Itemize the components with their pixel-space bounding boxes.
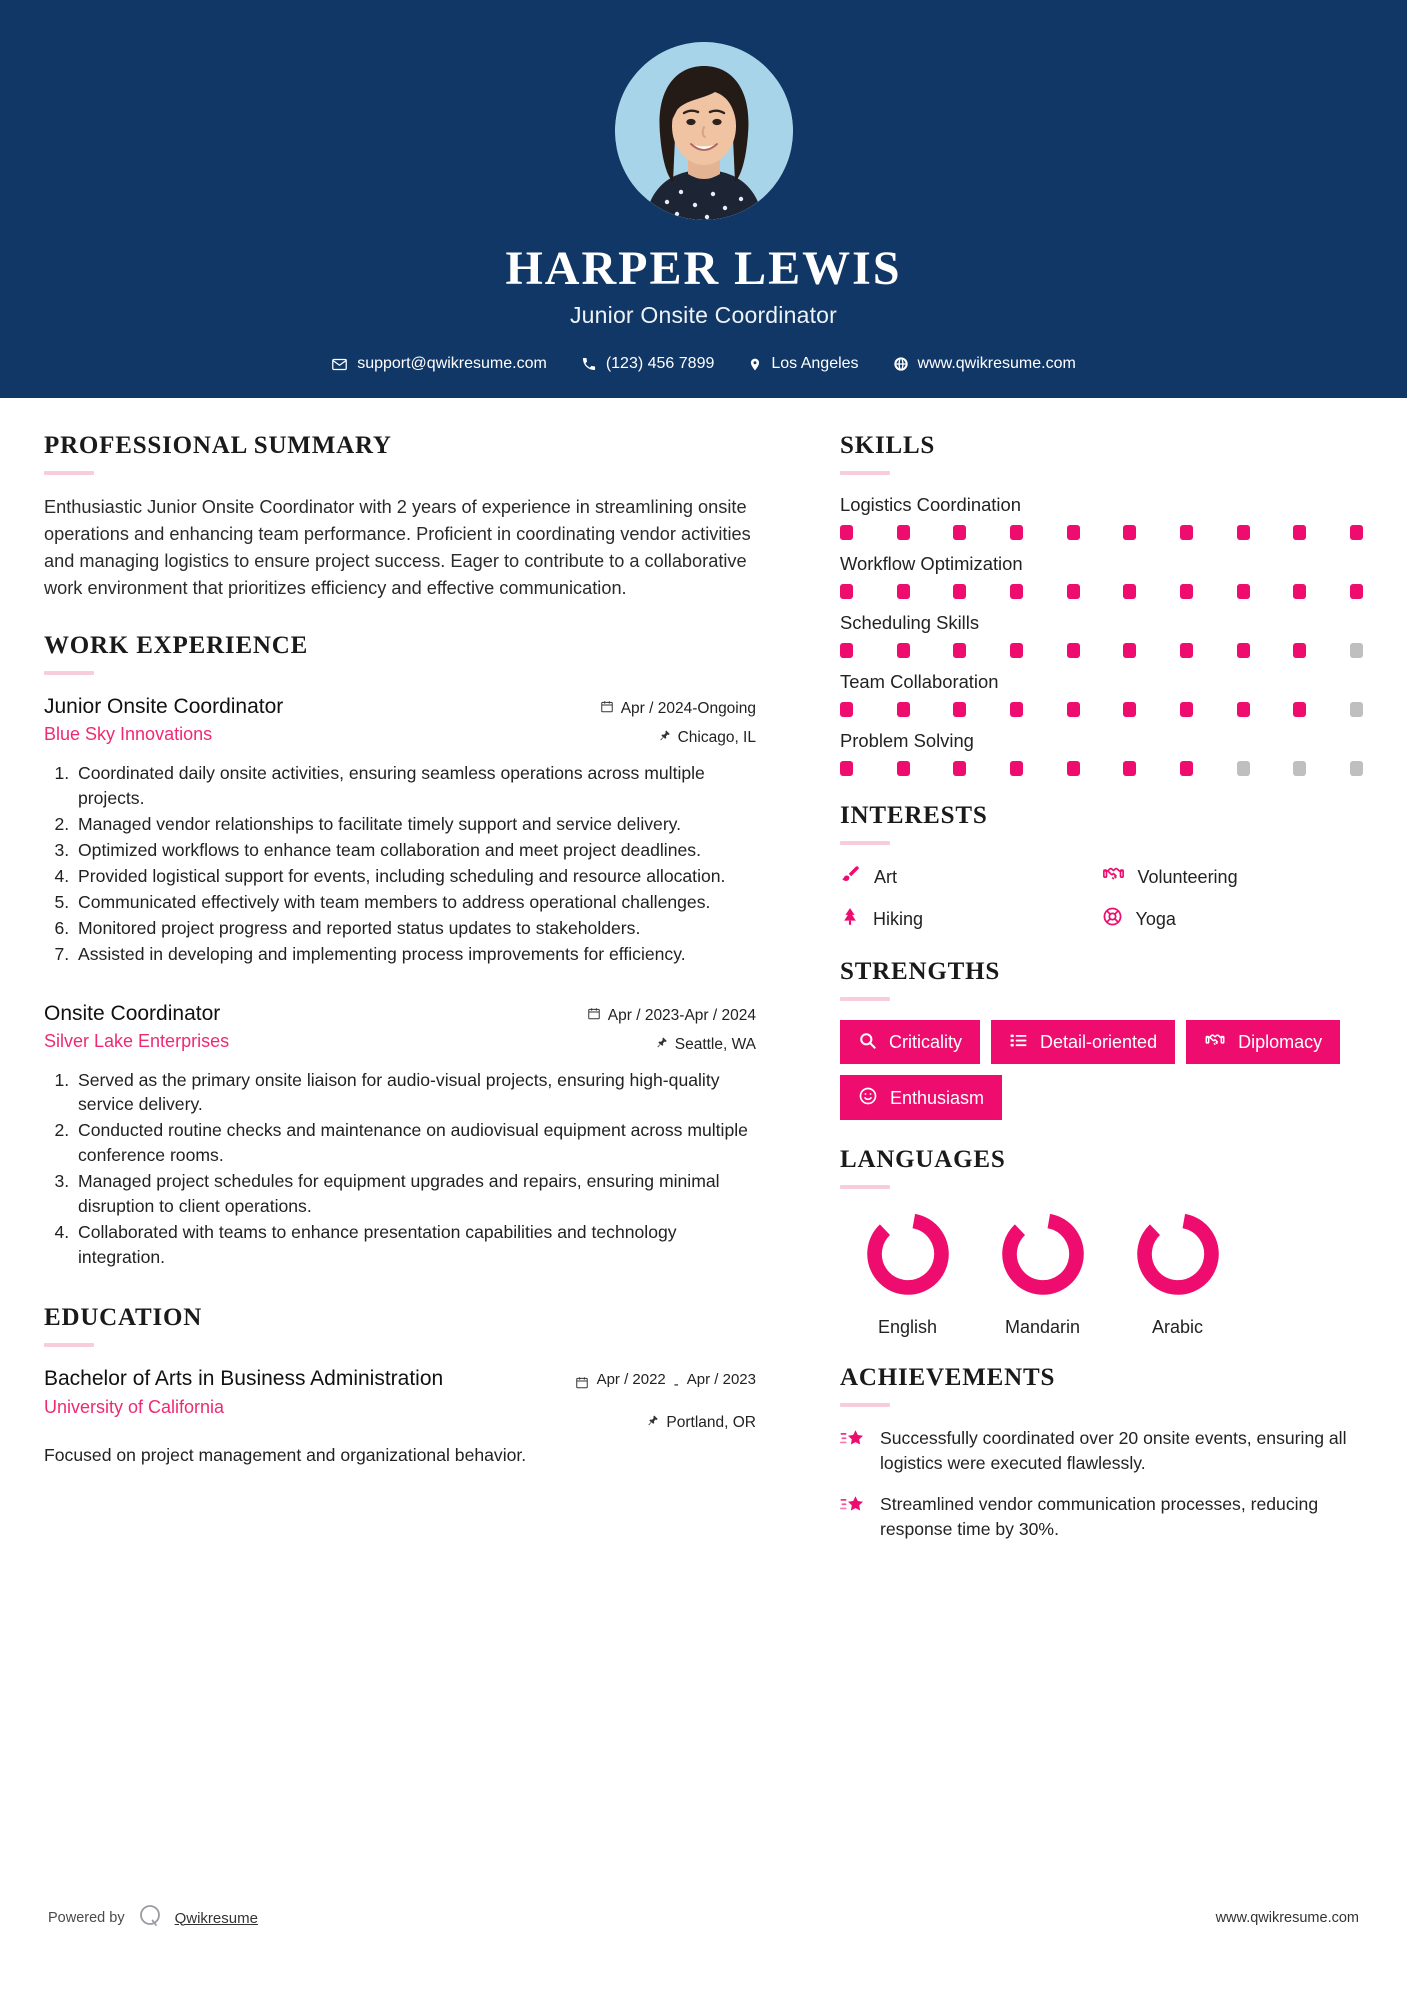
globe-icon xyxy=(893,356,909,372)
skill-dot xyxy=(1350,761,1363,776)
strength-label: Detail-oriented xyxy=(1040,1032,1158,1052)
skill-label: Logistics Coordination xyxy=(840,494,1021,515)
skill-dot xyxy=(840,643,853,658)
interest-label: Volunteering xyxy=(1137,866,1238,887)
job-location-text: Chicago, IL xyxy=(677,728,756,746)
achievement-text: Successfully coordinated over 20 onsite events, ensuring all logistics were executed flawlessly. xyxy=(880,1428,1347,1473)
date-separator: - xyxy=(673,1376,679,1394)
language-label: Mandarin xyxy=(1004,1317,1081,1337)
skill-dot xyxy=(1350,525,1363,540)
skill-dot xyxy=(840,525,853,540)
skill-item xyxy=(840,730,1363,776)
skill-item xyxy=(840,494,1363,540)
interest-label: Yoga xyxy=(1135,908,1176,929)
job-role: Onsite Coordinator xyxy=(44,1001,221,1025)
job-bullet: 3. Optimized workflows to enhance team collaboration and meet project deadlines. xyxy=(74,838,756,863)
job-bullet: 4. Provided logistical support for events, including scheduling and resource allocation. xyxy=(74,864,756,889)
language-label: English xyxy=(877,1317,938,1337)
skill-item xyxy=(840,671,1363,717)
skill-dot xyxy=(840,584,853,599)
job-dates xyxy=(587,1006,756,1026)
skill-dot xyxy=(1293,643,1306,658)
interest-label: Art xyxy=(874,866,898,887)
section-title-skills: SKILLS xyxy=(840,432,936,459)
achievement-text: Streamlined vendor communication processes, reducing response time by 30%. xyxy=(880,1494,1319,1539)
section-title-interests: INTERESTS xyxy=(840,802,988,829)
skill-dot xyxy=(1067,643,1080,658)
page-title: HARPER LEWIS xyxy=(505,242,902,295)
section-rule xyxy=(840,997,890,1001)
skill-dot xyxy=(1180,525,1193,540)
strength-badge-criticality xyxy=(840,1020,980,1064)
avatar xyxy=(615,42,793,220)
contact-phone[interactable] xyxy=(564,355,732,373)
job-location-text: Seattle, WA xyxy=(674,1035,756,1053)
section-title-work: WORK EXPERIENCE xyxy=(44,631,309,659)
skill-dot xyxy=(1123,702,1136,717)
skill-dot xyxy=(1010,702,1023,717)
job-bullet: 1. Served as the primary onsite liaison for audio-visual projects, ensuring high-quality service delivery. xyxy=(74,1068,756,1118)
strength-label: Criticality xyxy=(889,1032,963,1052)
envelope-icon xyxy=(331,356,348,373)
skill-dot xyxy=(953,525,966,540)
skill-dot xyxy=(1180,761,1193,776)
skill-label: Scheduling Skills xyxy=(840,612,980,633)
language-item xyxy=(975,1208,1110,1338)
section-achievements xyxy=(840,1364,1363,1542)
skill-dot xyxy=(1123,761,1136,776)
skill-item xyxy=(840,553,1363,599)
education-location xyxy=(575,1413,756,1433)
skill-rating xyxy=(840,525,1363,540)
job-role: Junior Onsite Coordinator xyxy=(44,694,284,718)
skill-dot xyxy=(1293,525,1306,540)
skill-rating xyxy=(840,702,1363,717)
skill-dot xyxy=(953,702,966,717)
skill-dot xyxy=(1067,525,1080,540)
skill-dot xyxy=(840,761,853,776)
contact-row xyxy=(0,355,1407,373)
skill-dot xyxy=(1293,702,1306,717)
skill-dot xyxy=(953,643,966,658)
interest-item xyxy=(840,864,1102,890)
job-bullet: 5. Communicated effectively with team members to address operational challenges. xyxy=(74,890,756,915)
language-item xyxy=(1110,1208,1245,1338)
section-title-education: EDUCATION xyxy=(44,1304,203,1332)
skill-label: Problem Solving xyxy=(840,730,974,751)
handshake-icon xyxy=(1204,1031,1226,1053)
skill-dot xyxy=(1350,584,1363,599)
job-company: Blue Sky Innovations xyxy=(44,724,213,744)
header-job-title: Junior Onsite Coordinator xyxy=(569,302,838,329)
skill-dot xyxy=(1010,761,1023,776)
skill-dot xyxy=(1237,584,1250,599)
right-column xyxy=(800,398,1407,1559)
education-date-start xyxy=(597,1371,666,1389)
section-professional-summary xyxy=(44,432,756,602)
interest-item xyxy=(1102,864,1364,890)
skill-dot xyxy=(1237,525,1250,540)
job-bullet: 7. Assisted in developing and implementing process improvements for efficiency. xyxy=(74,942,756,967)
skill-dot xyxy=(1237,761,1250,776)
left-column xyxy=(0,398,800,1559)
section-rule xyxy=(44,1343,94,1347)
skill-dot xyxy=(897,584,910,599)
skill-dot xyxy=(897,643,910,658)
interest-label: Hiking xyxy=(873,908,924,929)
pin-icon xyxy=(647,1413,659,1433)
strength-badge-enthusiasm xyxy=(840,1075,1002,1120)
section-strengths xyxy=(840,958,1363,1120)
qwikresume-link[interactable]: Qwikresume xyxy=(174,1909,258,1927)
section-rule xyxy=(840,1403,890,1407)
resume-footer xyxy=(0,1902,1407,1934)
skill-dot xyxy=(1067,761,1080,776)
education-date-start-text: Apr / 2022 xyxy=(596,1371,666,1389)
shooting-star-icon xyxy=(840,1494,866,1523)
contact-location-text: Los Angeles xyxy=(771,355,859,373)
education-degree: Bachelor of Arts in Business Administration xyxy=(44,1367,444,1391)
work-item xyxy=(44,1001,756,1271)
skill-dot xyxy=(897,702,910,717)
skill-dot xyxy=(1010,525,1023,540)
skill-dot xyxy=(953,584,966,599)
language-label: Arabic xyxy=(1151,1317,1204,1337)
phone-icon xyxy=(581,356,597,372)
handshake-icon xyxy=(1102,864,1125,890)
skill-rating xyxy=(840,761,1363,776)
strength-label: Diplomacy xyxy=(1238,1032,1323,1052)
job-bullets xyxy=(44,1068,756,1271)
interest-item xyxy=(1102,906,1364,932)
section-title-achievements: ACHIEVEMENTS xyxy=(840,1364,1056,1391)
job-location xyxy=(600,728,756,748)
section-languages xyxy=(840,1146,1363,1338)
smiley-icon xyxy=(858,1086,878,1109)
job-location xyxy=(587,1035,756,1055)
language-donut xyxy=(862,1208,954,1300)
education-description: Focused on project management and organizational behavior. xyxy=(44,1444,527,1465)
contact-phone-text: (123) 456 7899 xyxy=(605,355,715,373)
section-rule xyxy=(840,471,890,475)
resume-header xyxy=(0,0,1407,398)
job-bullet: 6. Monitored project progress and reported status updates to stakeholders. xyxy=(74,916,756,941)
summary-text: Enthusiastic Junior Onsite Coordinator with 2 years of experience in streamlining onsite operations and enhancing team performance. Proficient in coordinating vendor activities and managing logistics to ensure project success. Eager to contribute to a collaborative work environment that prioritizes efficiency and effective communication. xyxy=(44,497,751,598)
calendar-icon xyxy=(575,1375,589,1395)
job-bullet: 1. Coordinated daily onsite activities, ensuring seamless operations across multiple projects. xyxy=(74,761,756,811)
skill-dot xyxy=(1237,702,1250,717)
section-rule xyxy=(44,471,94,475)
skill-dot xyxy=(1293,761,1306,776)
section-title-strengths: STRENGTHS xyxy=(840,958,1001,985)
list-icon xyxy=(1009,1031,1028,1053)
job-company: Silver Lake Enterprises xyxy=(44,1030,230,1051)
powered-by-block xyxy=(48,1902,258,1934)
contact-email-text: support@qwikresume.com xyxy=(357,355,547,373)
skill-dot xyxy=(897,761,910,776)
qwikresume-logo-icon xyxy=(136,1902,164,1934)
education-date-end-text: Apr / 2023 xyxy=(686,1371,756,1389)
shooting-star-icon xyxy=(840,1428,866,1457)
location-pin-icon xyxy=(748,356,762,373)
skill-dot xyxy=(897,525,910,540)
job-bullet: 2. Conducted routine checks and maintenance on audiovisual equipment across multiple conference rooms. xyxy=(74,1118,756,1168)
skill-dot xyxy=(1067,584,1080,599)
skill-dot xyxy=(1350,643,1363,658)
pin-icon xyxy=(659,728,671,748)
skill-dot xyxy=(1067,702,1080,717)
skill-rating xyxy=(840,643,1363,658)
education-school: University of California xyxy=(44,1396,225,1417)
job-dates-text: Apr / 2023-Apr / 2024 xyxy=(607,1006,756,1024)
powered-by-label: Powered by xyxy=(48,1910,125,1926)
pin-icon xyxy=(656,1035,668,1055)
lifebuoy-icon xyxy=(1102,906,1123,932)
education-location-text: Portland, OR xyxy=(666,1413,756,1431)
job-bullet: 4. Collaborated with teams to enhance presentation capabilities and technology integration. xyxy=(74,1220,756,1270)
strength-label: Enthusiasm xyxy=(890,1087,985,1108)
language-donut xyxy=(997,1208,1089,1300)
skill-dot xyxy=(1123,584,1136,599)
section-interests xyxy=(840,802,1363,932)
skill-dot xyxy=(1180,584,1193,599)
job-dates-text: Apr / 2024-Ongoing xyxy=(620,699,756,717)
skill-dot xyxy=(1010,584,1023,599)
skill-item xyxy=(840,612,1363,658)
contact-website-text: www.qwikresume.com xyxy=(917,355,1076,373)
skill-dot xyxy=(1293,584,1306,599)
job-dates xyxy=(600,699,756,719)
work-item xyxy=(44,694,756,967)
skill-dot xyxy=(1180,702,1193,717)
section-title-languages: LANGUAGES xyxy=(840,1146,1006,1173)
achievement-item xyxy=(840,1492,1363,1541)
section-title-summary: PROFESSIONAL SUMMARY xyxy=(44,432,392,459)
calendar-icon xyxy=(600,699,614,719)
contact-website[interactable] xyxy=(876,355,1093,373)
education-date-end xyxy=(687,1371,756,1389)
skill-dot xyxy=(953,761,966,776)
calendar-icon xyxy=(587,1006,601,1026)
section-work-experience xyxy=(44,632,756,1271)
avatar-photo xyxy=(615,42,793,220)
skill-dot xyxy=(840,702,853,717)
section-rule xyxy=(840,1185,890,1189)
paintbrush-icon xyxy=(840,864,861,890)
strength-badge-diplomacy xyxy=(1186,1020,1340,1064)
strength-badge-detail-oriented xyxy=(991,1020,1175,1064)
skill-dot xyxy=(1237,643,1250,658)
skill-dot xyxy=(1123,643,1136,658)
job-bullets xyxy=(44,761,756,967)
tree-icon xyxy=(840,906,860,932)
footer-url: www.qwikresume.com xyxy=(1215,1910,1359,1926)
education-dates xyxy=(575,1371,756,1395)
skill-dot xyxy=(1123,525,1136,540)
contact-location[interactable] xyxy=(731,355,875,373)
job-bullet: 3. Managed project schedules for equipment upgrades and repairs, ensuring minimal disruption to client operations. xyxy=(74,1169,756,1219)
skill-dot xyxy=(1180,643,1193,658)
language-donut xyxy=(1132,1208,1224,1300)
section-rule xyxy=(44,671,94,675)
skill-rating xyxy=(840,584,1363,599)
section-rule xyxy=(840,841,890,845)
skill-dot xyxy=(1350,702,1363,717)
section-education xyxy=(44,1304,756,1467)
interest-item xyxy=(840,906,1102,932)
job-bullet: 2. Managed vendor relationships to facilitate timely support and service delivery. xyxy=(74,812,756,837)
section-skills xyxy=(840,432,1363,776)
skill-dot xyxy=(1010,643,1023,658)
resume-body xyxy=(0,398,1407,1559)
magnifier-icon xyxy=(858,1031,877,1053)
skill-label: Team Collaboration xyxy=(840,671,999,692)
contact-email[interactable] xyxy=(314,355,564,373)
education-item xyxy=(44,1366,756,1433)
achievement-item xyxy=(840,1426,1363,1475)
language-item xyxy=(840,1208,975,1338)
skill-label: Workflow Optimization xyxy=(840,553,1023,574)
